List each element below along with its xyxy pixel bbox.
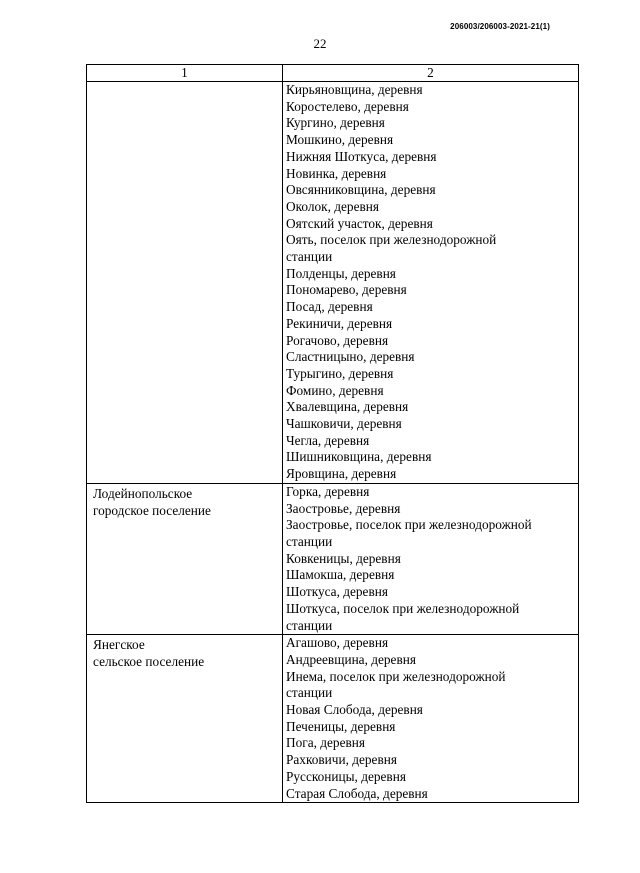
place-line: Рахковичи, деревня <box>286 752 397 768</box>
place-line: Ковкеницы, деревня <box>286 550 401 566</box>
place-line: Заостровье, поселок при железнодорожной <box>286 517 532 533</box>
place-line: станции <box>286 249 333 265</box>
places-cell <box>283 82 579 484</box>
place-line: Нижняя Шоткуса, деревня <box>286 148 437 164</box>
page-number: 22 <box>313 36 327 51</box>
settlement-name-line: Лодейнопольское <box>93 485 193 501</box>
place-line: Заостровье, деревня <box>286 500 401 516</box>
settlements-table <box>86 64 579 803</box>
table-header-row <box>87 65 579 82</box>
settlement-cell <box>87 483 283 634</box>
place-line: Андреевщина, деревня <box>286 651 416 667</box>
place-line: Печеницы, деревня <box>286 718 396 734</box>
place-line: Старая Слобода, деревня <box>286 785 428 801</box>
place-line: станции <box>286 533 333 549</box>
settlement-name-line: Янегское <box>93 637 145 653</box>
place-line: Рогачово, деревня <box>286 332 389 348</box>
place-line: Пога, деревня <box>286 735 365 751</box>
place-line: Хвалевщина, деревня <box>286 399 409 415</box>
place-line: Шишниковщина, деревня <box>286 449 432 465</box>
table-row <box>87 82 579 484</box>
place-line: Руссконицы, деревня <box>286 768 406 784</box>
place-line: Рекиничи, деревня <box>286 315 393 331</box>
place-line: Коростелево, деревня <box>286 98 409 114</box>
place-line: Оять, поселок при железнодорожной <box>286 232 497 248</box>
place-line: Шоткуса, поселок при железнодорожной <box>286 600 520 616</box>
place-line: Новинка, деревня <box>286 165 387 181</box>
place-line: Шамокша, деревня <box>286 567 395 583</box>
place-line: Полденцы, деревня <box>286 265 396 281</box>
place-line: станции <box>286 685 333 701</box>
settlement-name-line: городское поселение <box>93 502 211 518</box>
place-line: Овсянниковщина, деревня <box>286 182 436 198</box>
place-line: станции <box>286 617 333 633</box>
place-line: Пономарево, деревня <box>286 282 407 298</box>
place-line: Чашковичи, деревня <box>286 416 402 432</box>
place-line: Инема, поселок при железнодорожной <box>286 668 506 684</box>
place-line: Оятский участок, деревня <box>286 215 433 231</box>
place-line: Новая Слобода, деревня <box>286 702 423 718</box>
document-id: 206003/206003-2021-21(1) <box>450 22 550 31</box>
place-line: Агашово, деревня <box>286 635 389 651</box>
column-header-1: 1 <box>87 65 283 82</box>
settlement-cell <box>87 635 283 803</box>
places-cell <box>283 483 579 634</box>
place-line: Кирьяновщина, деревня <box>286 82 423 97</box>
table-row <box>87 483 579 634</box>
place-line: Мошкино, деревня <box>286 132 394 148</box>
place-line: Фомино, деревня <box>286 382 384 398</box>
table-row <box>87 635 579 803</box>
place-line: Сластницыно, деревня <box>286 349 415 365</box>
column-header-2: 2 <box>283 65 579 82</box>
place-line: Шоткуса, деревня <box>286 584 388 600</box>
places-cell <box>283 635 579 803</box>
place-line: Чегла, деревня <box>286 432 370 448</box>
settlement-name-line: сельское поселение <box>93 653 205 669</box>
place-line: Кургино, деревня <box>286 115 385 131</box>
place-line: Околок, деревня <box>286 198 379 214</box>
place-line: Посад, деревня <box>286 299 373 315</box>
settlement-cell <box>87 82 283 484</box>
place-line: Яровщина, деревня <box>286 466 397 482</box>
place-line: Горка, деревня <box>286 483 370 499</box>
place-line: Турыгино, деревня <box>286 365 394 381</box>
